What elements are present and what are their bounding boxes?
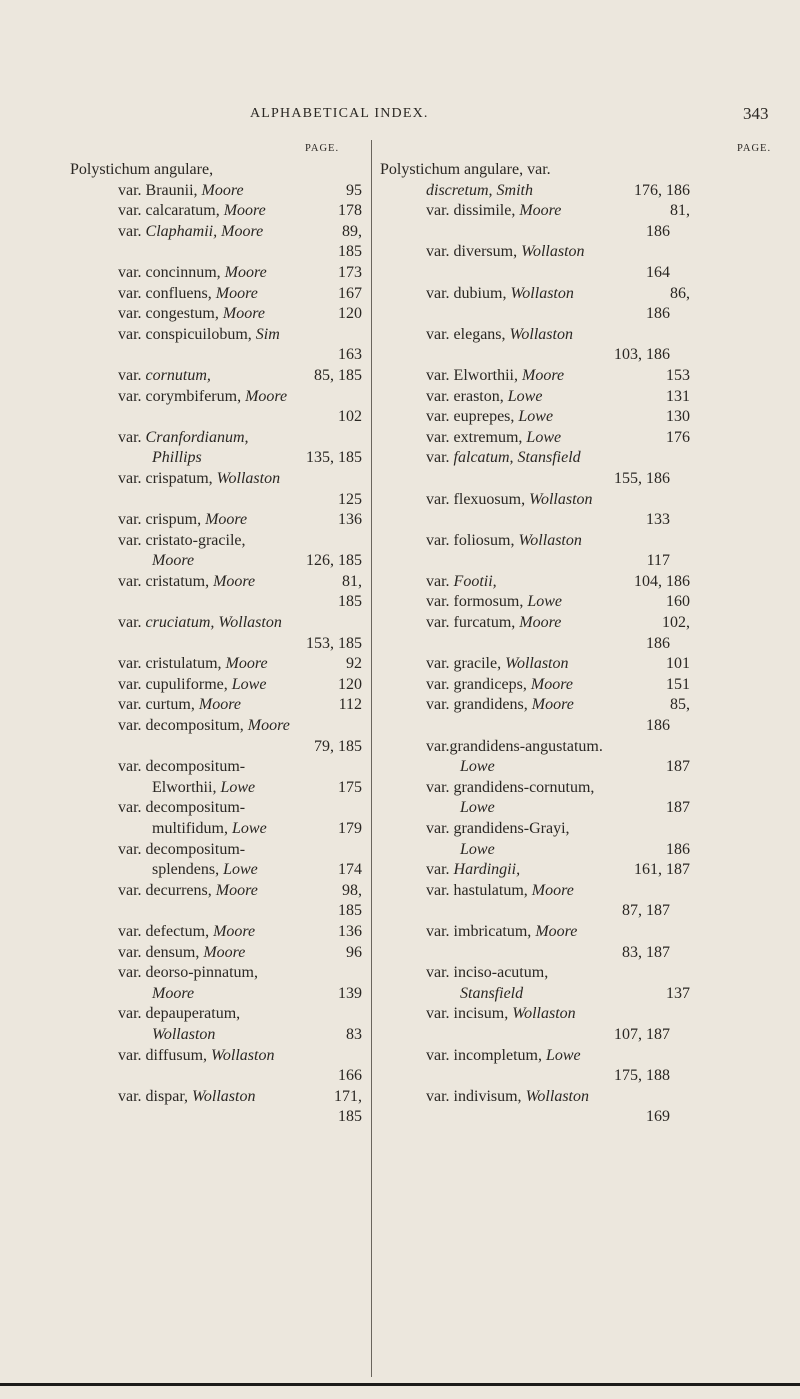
index-entry <box>72 922 362 943</box>
index-entry-continuation <box>380 840 710 861</box>
page-refs: 187 <box>666 758 690 776</box>
entry-text: var. extremum, <box>426 428 527 446</box>
index-entry <box>380 654 710 675</box>
entry-text: var. densum, <box>118 943 204 961</box>
index-page-refs <box>72 901 362 922</box>
page-refs: 187 <box>666 799 690 817</box>
page-refs: 125 <box>338 490 362 508</box>
entry-text: var. indivisum, <box>426 1087 526 1105</box>
entry-italic-text: cornutum, <box>145 366 211 384</box>
entry-author: Moore <box>213 572 256 590</box>
index-entry <box>380 572 710 593</box>
page-refs: 85, <box>670 696 690 714</box>
page-refs: 103, 186 <box>614 346 670 364</box>
entry-text: var. decompositum- <box>118 758 246 776</box>
page-refs: 87, 187 <box>622 902 670 920</box>
entry-text: var. grandidens-Grayi, <box>426 820 570 837</box>
page-refs: 166 <box>338 1067 362 1085</box>
index-entry <box>72 428 362 449</box>
page-refs: 175, 188 <box>614 1067 670 1085</box>
page-refs: 151 <box>666 675 690 693</box>
entry-author: Wollaston <box>525 1087 589 1105</box>
index-page-refs <box>72 592 362 613</box>
entry-author: Moore <box>531 696 574 714</box>
entry-text: var. grandiceps, <box>426 675 531 693</box>
left-column-heading: PAGE. <box>305 143 340 154</box>
entry-italic-text: Moore <box>152 984 195 1002</box>
page-refs: 186 <box>646 634 670 652</box>
entry-text: var. <box>426 449 454 467</box>
entry-author: Lowe <box>220 778 256 796</box>
index-entry <box>380 675 710 696</box>
entry-text: var. <box>426 861 454 879</box>
page-refs: 85, 185 <box>314 366 362 384</box>
page-refs: 186 <box>646 717 670 735</box>
index-entry <box>380 181 710 202</box>
entry-text: splendens, <box>152 861 224 879</box>
index-entry <box>380 695 710 716</box>
index-entry <box>72 387 362 408</box>
entry-text: var. grandidens-cornutum, <box>426 778 595 796</box>
entry-italic-text: Cranfordianum, <box>145 428 249 446</box>
index-entry <box>380 284 710 305</box>
entry-author: Moore <box>201 181 244 199</box>
index-entry <box>72 181 362 202</box>
entry-text: var. <box>118 366 146 384</box>
entry-author: Lowe <box>507 387 543 405</box>
index-page-refs <box>360 1107 690 1128</box>
entry-text: Polystichum angulare, <box>70 161 214 178</box>
entry-text: var. <box>426 572 454 590</box>
index-entry <box>72 325 362 346</box>
page-refs: 86, <box>670 284 690 302</box>
page-refs: 101 <box>666 655 690 673</box>
page-refs: 133 <box>646 511 670 529</box>
index-page-refs <box>360 1066 690 1087</box>
entry-text: var. deorso-pinnatum, <box>118 964 258 982</box>
index-entry <box>380 737 710 758</box>
entry-author: Wollaston <box>192 1087 256 1105</box>
index-entry <box>72 510 362 531</box>
entry-italic-text: Lowe <box>460 840 495 858</box>
index-page-refs <box>72 737 362 758</box>
index-entry <box>380 613 710 634</box>
entry-text: var. depauperatum, <box>118 1005 241 1023</box>
page-refs: 178 <box>338 202 362 220</box>
entry-text: var. grandidens, <box>426 696 532 714</box>
index-entry <box>72 1046 362 1067</box>
entry-author: Lowe <box>223 861 258 879</box>
page-refs: 102, <box>662 614 690 632</box>
entry-author: Wollaston <box>521 243 585 261</box>
entry-text: var. flexuosum, <box>426 490 530 508</box>
index-page-refs <box>360 222 690 243</box>
entry-text: var. decompositum- <box>118 799 246 817</box>
index-entry <box>72 716 362 737</box>
entry-author: Lowe <box>231 675 267 693</box>
entry-author: Wollaston <box>211 1046 275 1064</box>
entry-text: var. diffusum, <box>118 1046 212 1064</box>
index-entry <box>380 860 710 881</box>
entry-author: Wollaston <box>518 531 582 549</box>
entry-author: Wollaston <box>529 490 593 508</box>
entry-italic-text: discretum, Smith <box>426 181 533 199</box>
entry-text: var. decompositum, <box>118 717 248 735</box>
entry-text: var. <box>118 222 146 240</box>
entry-text: var. congestum, <box>118 305 223 323</box>
index-page-refs <box>72 345 362 366</box>
page-refs: 130 <box>666 408 690 426</box>
index-entry <box>380 778 710 799</box>
entry-author: Moore <box>222 305 265 323</box>
index-entry <box>72 304 362 325</box>
entry-text: multifidum, <box>152 820 232 837</box>
entry-text: var. calcaratum, <box>118 202 224 220</box>
index-page-refs <box>360 304 690 325</box>
index-entry-continuation <box>380 984 710 1005</box>
index-entry <box>72 654 362 675</box>
entry-author: Moore <box>247 717 290 735</box>
page-refs: 89, <box>342 222 362 240</box>
entry-author: Moore <box>519 614 562 632</box>
entry-text: var. Braunii, <box>118 181 202 199</box>
index-entry-continuation <box>72 778 362 799</box>
index-entry <box>380 407 710 428</box>
index-entry <box>380 1046 710 1067</box>
page-refs: 185 <box>338 1108 362 1126</box>
entry-text: var. conspicuilobum, <box>118 325 256 343</box>
entry-italic-text: Lowe <box>460 799 495 817</box>
entry-italic-text: Stansfield <box>460 984 524 1002</box>
index-entry <box>72 469 362 490</box>
entry-text: var.grandidens-angustatum. <box>426 737 603 755</box>
index-entry-continuation <box>380 798 710 819</box>
entry-text: var. cupuliforme, <box>118 675 232 693</box>
index-page-refs <box>360 716 690 737</box>
index-page-refs <box>360 263 690 284</box>
page-refs: 98, <box>342 881 362 899</box>
index-entry <box>380 325 710 346</box>
index-entry <box>380 1004 710 1025</box>
index-entry <box>380 881 710 902</box>
index-entry-continuation <box>72 1025 362 1046</box>
index-entry <box>380 387 710 408</box>
entry-text: var. dissimile, <box>426 202 520 220</box>
entry-author: Wollaston <box>509 325 573 343</box>
index-entry <box>72 757 362 778</box>
page-refs: 126, 185 <box>306 552 362 570</box>
page-refs: 92 <box>346 655 362 673</box>
index-entry <box>72 943 362 964</box>
entry-text: var. corymbiferum, <box>118 387 246 405</box>
index-entry <box>72 1004 362 1025</box>
entry-text: var. incompletum, <box>426 1046 546 1064</box>
page-refs: 83 <box>346 1025 362 1043</box>
index-page-refs <box>72 407 362 428</box>
page-refs: 136 <box>338 511 362 529</box>
index-page-refs <box>72 634 362 655</box>
entry-author: Lowe <box>232 820 267 837</box>
column-divider <box>371 140 372 1377</box>
entry-author: Wollaston <box>216 469 281 487</box>
page-refs: 112 <box>338 696 362 714</box>
entry-author: Moore <box>215 881 258 899</box>
index-entry <box>380 963 710 984</box>
page-number: 343 <box>743 104 769 123</box>
page-refs: 117 <box>646 552 670 570</box>
index-page-refs <box>360 634 690 655</box>
page-refs: 136 <box>338 922 362 940</box>
entry-text: var. formosum, <box>426 593 528 611</box>
index-entry <box>72 798 362 819</box>
entry-text: var. euprepes, <box>426 408 519 426</box>
index-entry <box>380 922 710 943</box>
page-refs: 81, <box>670 202 690 220</box>
entry-author: Moore <box>215 284 258 302</box>
entry-author: Moore <box>531 881 574 899</box>
index-entry <box>380 428 710 449</box>
page-refs: 135, 185 <box>306 449 362 467</box>
entry-text: var. hastulatum, <box>426 881 532 899</box>
entry-text: var. elegans, <box>426 325 510 343</box>
right-index-column <box>380 160 710 1128</box>
page-refs: 160 <box>666 593 690 611</box>
page-refs: 104, 186 <box>634 572 690 590</box>
entry-text: var. inciso-acutum, <box>426 964 549 982</box>
entry-text: var. concinnum, <box>118 263 225 281</box>
index-page-refs <box>360 1025 690 1046</box>
entry-italic-text: Wollaston <box>152 1025 216 1043</box>
left-index-column <box>72 160 362 1128</box>
index-entry-continuation <box>72 984 362 1005</box>
index-entry <box>72 284 362 305</box>
page-refs: 107, 187 <box>614 1025 670 1043</box>
page-refs: 185 <box>338 902 362 920</box>
page-refs: 163 <box>338 346 362 364</box>
index-entry <box>380 819 710 840</box>
page-refs: 120 <box>338 675 362 693</box>
entry-text: var. crispatum, <box>118 469 217 487</box>
page-refs: 131 <box>666 387 690 405</box>
entry-author: Moore <box>225 655 268 673</box>
page-refs: 169 <box>646 1108 670 1126</box>
entry-author: Moore <box>205 511 248 529</box>
entry-text: var. cristulatum, <box>118 655 226 673</box>
entry-text: var. foliosum, <box>426 531 519 549</box>
entry-text: var. dubium, <box>426 284 511 302</box>
index-entry-continuation <box>72 551 362 572</box>
entry-text: var. <box>118 428 146 446</box>
index-entry <box>72 366 362 387</box>
page-refs: 79, 185 <box>314 737 362 755</box>
index-entry <box>380 531 710 552</box>
entry-author: Moore <box>203 943 246 961</box>
index-entry-continuation <box>72 819 362 840</box>
index-page-refs <box>360 510 690 531</box>
entry-text: var. Elworthii, <box>426 366 522 384</box>
index-entry <box>72 201 362 222</box>
index-page-refs <box>360 551 690 572</box>
index-entry <box>380 201 710 222</box>
entry-author: Moore <box>530 675 573 693</box>
entry-italic-text: falcatum, Stansfield <box>453 449 581 467</box>
index-page-refs <box>360 345 690 366</box>
entry-text: var. incisum, <box>426 1005 513 1023</box>
entry-text: var. decompositum- <box>118 840 246 858</box>
running-head: ALPHABETICAL INDEX. <box>250 106 429 121</box>
page-refs: 186 <box>646 222 670 240</box>
page-refs: 164 <box>646 263 670 281</box>
entry-author: Wollaston <box>505 655 569 673</box>
index-page-refs <box>72 1107 362 1128</box>
page-refs: 139 <box>338 984 362 1002</box>
entry-text: Polystichum angulare, var. <box>380 161 551 178</box>
page-refs: 161, 187 <box>634 861 690 879</box>
bottom-border <box>0 1383 800 1386</box>
entry-italic-text: Phillips <box>152 449 202 467</box>
entry-text: var. eraston, <box>426 387 508 405</box>
page-refs: 137 <box>666 984 690 1002</box>
entry-text: var. imbricatum, <box>426 922 536 940</box>
index-entry <box>380 490 710 511</box>
index-entry <box>72 963 362 984</box>
entry-author: Lowe <box>526 428 562 446</box>
entry-text: var. confluens, <box>118 284 216 302</box>
index-entry <box>72 695 362 716</box>
entry-author: Moore <box>521 366 565 384</box>
page-refs: 96 <box>346 943 362 961</box>
index-entry <box>380 242 710 263</box>
page-refs: 186 <box>646 305 670 323</box>
page-refs: 176, 186 <box>634 181 690 199</box>
index-entry <box>380 1087 710 1108</box>
index-page-refs <box>360 943 690 964</box>
page-refs: 185 <box>338 593 362 611</box>
page-refs: 185 <box>338 243 362 261</box>
index-entry-continuation <box>72 860 362 881</box>
page-refs: 95 <box>346 181 362 199</box>
page-refs: 176 <box>666 428 690 446</box>
page-refs: 83, 187 <box>622 943 670 961</box>
page-refs: 155, 186 <box>614 469 670 487</box>
page-refs: 186 <box>666 840 690 858</box>
entry-text: var. decurrens, <box>118 881 216 899</box>
entry-author: Sim <box>255 325 280 343</box>
index-entry <box>380 448 710 469</box>
entry-author: Lowe <box>527 593 562 611</box>
index-entry <box>72 222 362 243</box>
index-entry <box>72 263 362 284</box>
index-entry <box>72 675 362 696</box>
index-entry <box>72 572 362 593</box>
index-entry <box>380 366 710 387</box>
index-entry <box>72 840 362 861</box>
entry-author: Moore <box>245 387 288 405</box>
index-page-refs <box>72 242 362 263</box>
entry-author: Moore <box>223 202 266 220</box>
index-page-refs <box>72 1066 362 1087</box>
entry-text: var. crispum, <box>118 511 206 529</box>
entry-text: var. diversum, <box>426 243 522 261</box>
entry-author: Wollaston <box>512 1005 576 1023</box>
index-heading <box>70 160 362 181</box>
page-refs: 167 <box>338 284 362 302</box>
index-page-refs <box>360 901 690 922</box>
index-entry <box>72 613 362 634</box>
entry-author: Lowe <box>545 1046 581 1064</box>
page-refs: 81, <box>342 572 362 590</box>
index-entry <box>72 881 362 902</box>
index-entry <box>72 1087 362 1108</box>
page-refs: 171, <box>334 1087 362 1105</box>
entry-author: Moore <box>198 696 241 714</box>
entry-author: Moore <box>535 922 578 940</box>
entry-author: Lowe <box>518 408 554 426</box>
entry-text: var. furcatum, <box>426 614 520 632</box>
page-refs: 174 <box>338 861 362 879</box>
page-refs: 175 <box>338 778 362 796</box>
entry-text: var. <box>118 614 146 632</box>
page-refs: 120 <box>338 305 362 323</box>
entry-author: Moore <box>519 202 562 220</box>
index-heading <box>380 160 710 181</box>
index-page-refs <box>360 469 690 490</box>
index-entry <box>380 592 710 613</box>
page-refs: 102 <box>338 408 362 426</box>
index-page-refs <box>72 490 362 511</box>
entry-text: var. dispar, <box>118 1087 193 1105</box>
entry-italic-text: Claphamii, Moore <box>145 222 264 240</box>
entry-author: Moore <box>213 922 256 940</box>
entry-italic-text: Moore <box>152 552 195 570</box>
entry-text: var. gracile, <box>426 655 506 673</box>
entry-author: Wollaston <box>510 284 574 302</box>
entry-italic-text: Footii, <box>453 572 497 590</box>
entry-italic-text: Hardingii, <box>453 861 521 879</box>
entry-italic-text: cruciatum, Wollaston <box>145 614 282 632</box>
index-entry <box>72 531 362 552</box>
entry-text: Elworthii, <box>152 778 221 796</box>
page-refs: 153 <box>666 366 690 384</box>
entry-italic-text: Lowe <box>460 758 495 776</box>
entry-text: var. cristato-gracile, <box>118 531 246 549</box>
page-refs: 153, 185 <box>306 634 362 652</box>
entry-text: var. curtum, <box>118 696 199 714</box>
right-column-heading: PAGE. <box>737 143 772 154</box>
page-refs: 179 <box>338 820 362 837</box>
entry-author: Moore <box>224 263 267 281</box>
index-entry-continuation <box>72 448 362 469</box>
index-entry-continuation <box>380 757 710 778</box>
page-refs: 173 <box>338 263 362 281</box>
entry-text: var. cristatum, <box>118 572 214 590</box>
entry-text: var. defectum, <box>118 922 214 940</box>
